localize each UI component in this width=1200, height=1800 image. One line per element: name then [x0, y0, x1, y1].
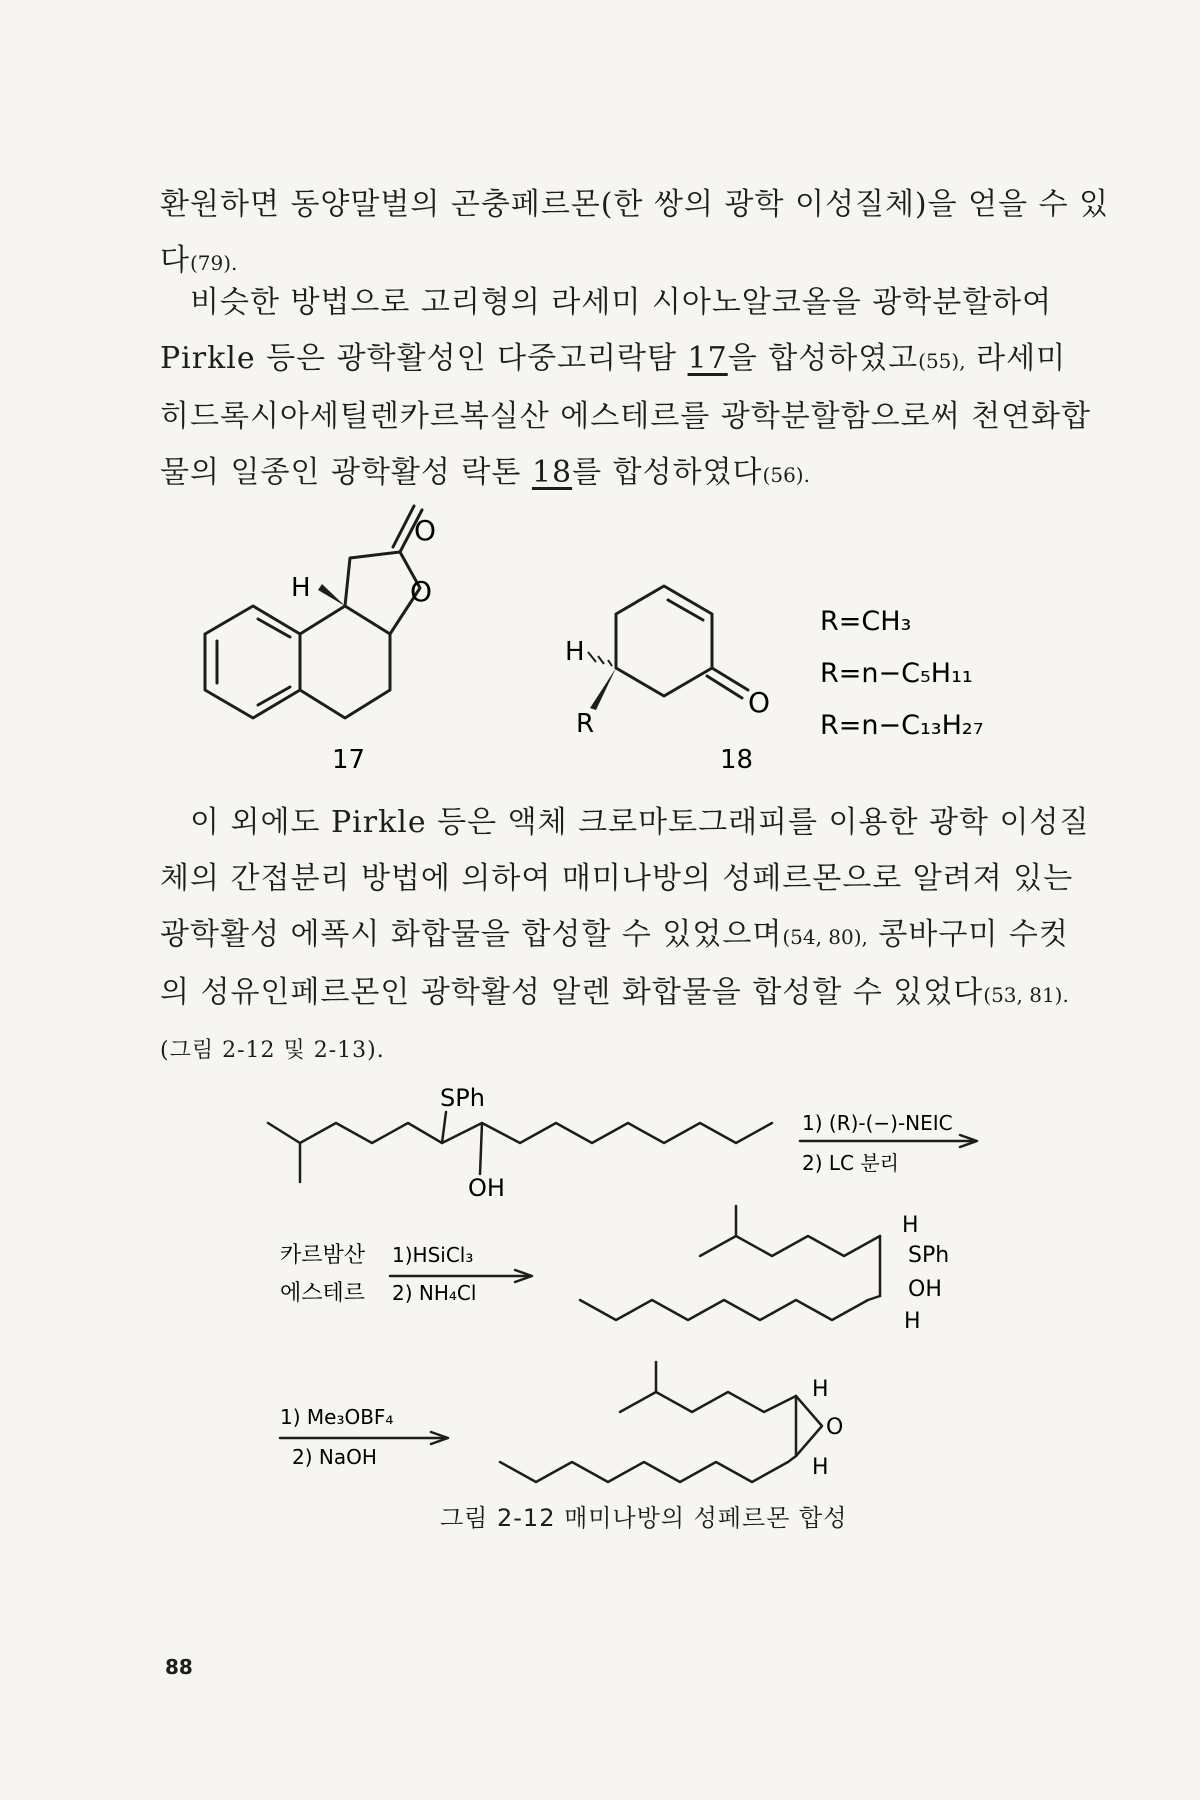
reagent-hsicl3: 1)HSiCl₃	[392, 1243, 474, 1267]
atom-o: O	[748, 686, 771, 719]
step3-chain-top	[620, 1392, 796, 1412]
step2-sph: SPh	[908, 1243, 950, 1268]
paragraph-2-line-4: 물의 일종인 광학활성 락톤 18를 합성하였다(56).	[160, 455, 810, 490]
r-option-1: R=CH₃	[820, 606, 912, 637]
step1-sph-bond	[442, 1112, 446, 1143]
step2-h-bottom: H	[904, 1309, 921, 1334]
compound-ref-18: 18	[531, 455, 573, 490]
paragraph-1-line-1: 환원하면 동양말벌의 곤충페르몬(한 쌍의 광학 이성질체)을 얻을 수 있	[160, 187, 1110, 222]
step2-chain-bottom	[580, 1296, 880, 1320]
step1-oh-bond	[480, 1123, 482, 1174]
substituent-oh: OH	[468, 1174, 505, 1202]
structure-label-17: 17	[332, 745, 366, 775]
step2-h-top: H	[902, 1213, 919, 1238]
reagent-nh4cl: 2) NH₄Cl	[392, 1281, 477, 1305]
paragraph-3-line-1: 이 외에도 Pirkle 등은 액체 크로마토그래피를 이용한 광학 이성질	[190, 805, 1090, 840]
reagent-1: 1) (R)-(−)-NEIC	[802, 1111, 953, 1135]
r-option-2: R=n−C₅H₁₁	[820, 658, 973, 689]
atom-h: H	[291, 573, 311, 603]
substituent-sph: SPh	[440, 1084, 485, 1112]
reagent-me3obf4: 1) Me₃OBF₄	[280, 1405, 394, 1429]
citation: (54, 80),	[782, 925, 868, 949]
atom-r: R	[576, 709, 595, 739]
step3-h-top: H	[812, 1377, 829, 1402]
citation: (79).	[189, 251, 238, 275]
compound-ref-17: 17	[687, 341, 728, 376]
step2-left-2: 에스테르	[280, 1281, 366, 1306]
r-option-3: R=n−C₁₃H₂₇	[820, 710, 984, 741]
paragraph-2-line-2: Pirkle 등은 광학활성인 다중고리락탐 17을 합성하였고(55), 라세미	[160, 341, 1067, 376]
page-number: 88	[165, 1655, 193, 1679]
atom-o-carbonyl: O	[414, 514, 437, 547]
paragraph-2-line-3: 히드록시아세틸렌카르복실산 에스테르를 광학분할함으로써 천연화합	[160, 399, 1092, 434]
structure-label-18: 18	[720, 745, 754, 775]
reagent-2: 2) LC 분리	[802, 1151, 899, 1175]
reagent-naoh: 2) NaOH	[292, 1445, 377, 1469]
figure-caption: 그림 2-12 매미나방의 성페르몬 합성	[440, 1504, 848, 1532]
paragraph-1-line-2: 다(79).	[160, 243, 238, 278]
paragraph-2-line-1: 비슷한 방법으로 고리형의 라세미 시아노알코올을 광학분할하여	[190, 285, 1053, 320]
citation: (53, 81).	[983, 983, 1069, 1007]
atom-h: H	[565, 637, 585, 667]
paragraph-3-line-5: (그림 2-12 및 2-13).	[160, 1038, 385, 1063]
paragraph-3-line-2: 체의 간접분리 방법에 의하여 매미나방의 성페르몬으로 알려져 있는	[160, 861, 1074, 896]
citation: (56).	[762, 463, 810, 487]
citation: (55),	[918, 349, 966, 373]
step2-oh: OH	[908, 1277, 942, 1302]
step1-chain	[268, 1123, 772, 1143]
paragraph-3-line-4: 의 성유인페르몬인 광학활성 알렌 화합물을 합성할 수 있었다(53, 81).	[160, 975, 1069, 1010]
epoxide-ring	[796, 1396, 822, 1456]
paragraph-3-line-3: 광학활성 에폭시 화합물을 합성할 수 있었으며(54, 80), 콩바구미 수컷	[160, 917, 1069, 952]
step3-o: O	[826, 1415, 844, 1440]
step3-h-bottom: H	[812, 1455, 829, 1480]
step2-left-1: 카르밤산	[280, 1243, 366, 1268]
step3-chain-bottom	[500, 1456, 796, 1482]
step2-chain-top	[700, 1236, 880, 1256]
atom-o-ring: O	[410, 575, 433, 608]
